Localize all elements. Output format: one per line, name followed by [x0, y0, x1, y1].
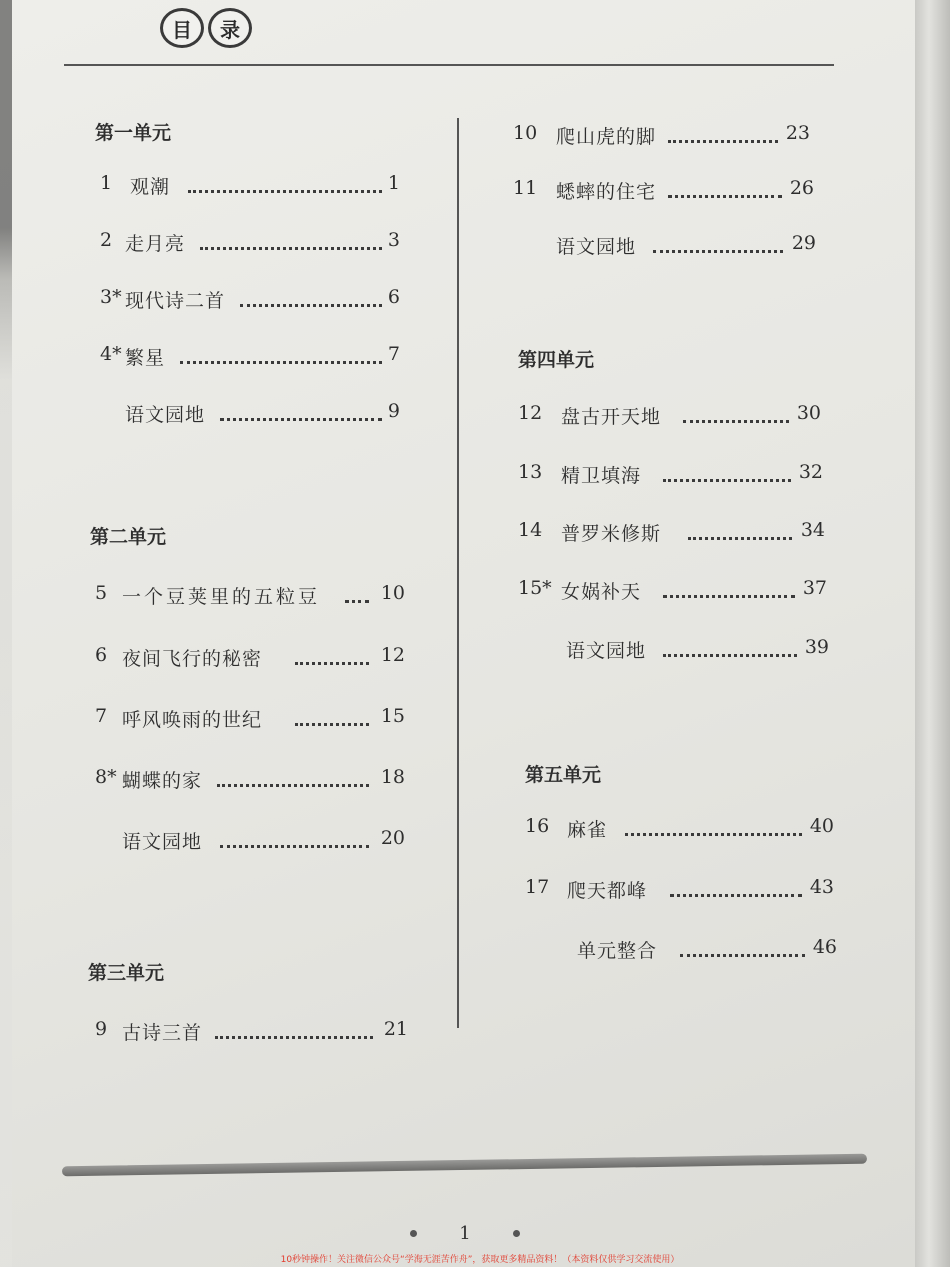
entry-page: 34 [800, 519, 825, 541]
logo-char-2: 录 [208, 8, 252, 48]
entry-title: 语文园地 [566, 640, 647, 662]
dot-leader [680, 942, 805, 957]
entry-page: 26 [789, 177, 814, 199]
entry-number: 13 [518, 461, 543, 483]
entry-number: 17 [525, 876, 550, 898]
entry-title: 麻雀 [567, 819, 608, 841]
toc-entry[interactable] [95, 644, 405, 670]
entry-page: 30 [796, 402, 821, 424]
entry-page: 43 [809, 876, 834, 898]
toc-entry[interactable] [518, 577, 827, 603]
dot-leader [668, 128, 778, 143]
entry-title: 一个豆荚里的五粒豆 [122, 586, 321, 608]
entry-title: 盘古开天地 [561, 406, 662, 428]
toc-entry[interactable] [95, 705, 405, 731]
entry-page: 6 [387, 286, 400, 308]
dot-leader [345, 588, 369, 603]
entry-page: 18 [380, 766, 405, 788]
entry-page: 46 [812, 936, 837, 958]
entry-number: 8* [95, 766, 117, 788]
entry-page: 23 [785, 122, 810, 144]
entry-page: 1 [387, 172, 400, 194]
entry-page: 12 [380, 644, 405, 666]
entry-title: 单元整合 [577, 940, 658, 962]
entry-page: 9 [387, 400, 400, 422]
unit-heading-2: 第二单元 [90, 526, 167, 548]
toc-entry[interactable] [100, 286, 400, 312]
dot-leader [295, 711, 369, 726]
dot-leader [188, 178, 382, 193]
column-divider [457, 118, 459, 1028]
entry-number: 12 [518, 402, 543, 424]
unit-heading-5: 第五单元 [525, 764, 602, 786]
entry-title: 爬天都峰 [567, 880, 648, 902]
entry-number: 1 [100, 172, 113, 194]
entry-number: 6 [95, 644, 108, 666]
entry-title: 夜间飞行的秘密 [122, 648, 263, 670]
toc-entry[interactable] [100, 400, 400, 426]
page-number: 1 [459, 1222, 471, 1244]
toc-entry[interactable] [518, 402, 821, 428]
logo-char-1: 目 [160, 8, 204, 48]
dot-leader [215, 1024, 373, 1039]
toc-entry[interactable] [95, 1018, 408, 1044]
unit-heading-3: 第三单元 [88, 962, 165, 984]
entry-page: 20 [380, 827, 405, 849]
entry-title: 观潮 [130, 176, 171, 198]
toc-entry[interactable] [100, 229, 400, 255]
entry-page: 39 [804, 636, 829, 658]
entry-title: 蝴蝶的家 [122, 770, 203, 792]
entry-title: 现代诗二首 [125, 290, 226, 312]
entry-title: 精卫填海 [561, 465, 642, 487]
header-rule [64, 64, 834, 66]
dot-leader [180, 349, 382, 364]
entry-title: 走月亮 [125, 233, 186, 255]
entry-title: 普罗米修斯 [561, 523, 662, 545]
entry-number: 2 [100, 229, 113, 251]
toc-entry[interactable] [518, 461, 823, 487]
entry-title: 古诗三首 [122, 1022, 203, 1044]
entry-page: 10 [380, 582, 405, 604]
entry-title: 繁星 [125, 347, 166, 369]
watermark-text: 10秒钟操作！关注微信公众号“学海无涯苦作舟”，获取更多精品资料！（本资料仅供学习交流使用） [280, 1255, 680, 1265]
dot-leader [220, 833, 369, 848]
dot-leader [653, 238, 783, 253]
entry-number: 14 [518, 519, 543, 541]
entry-page: 29 [791, 232, 816, 254]
entry-title: 语文园地 [556, 236, 637, 258]
dot-leader [295, 650, 369, 665]
entry-number: 9 [95, 1018, 108, 1040]
page-edge-right [915, 0, 950, 1267]
toc-entry[interactable] [95, 766, 405, 792]
dot-leader [220, 406, 382, 421]
entry-page: 7 [387, 343, 400, 365]
dot-leader [200, 235, 382, 250]
toc-entry[interactable] [95, 582, 405, 608]
dot-leader [663, 642, 797, 657]
dot-leader [663, 583, 795, 598]
toc-entry[interactable] [100, 343, 400, 369]
toc-entry[interactable] [100, 172, 400, 198]
entry-title: 语文园地 [122, 831, 203, 853]
entry-number: 3* [100, 286, 122, 308]
entry-page: 21 [383, 1018, 408, 1040]
toc-entry[interactable] [518, 636, 829, 662]
entry-title: 呼风唤雨的世纪 [122, 709, 263, 731]
entry-page: 15 [380, 705, 405, 727]
entry-title: 蟋蟀的住宅 [556, 181, 657, 203]
entry-number: 15* [518, 577, 552, 599]
dot-leader [668, 183, 782, 198]
bullet-left [410, 1230, 417, 1237]
toc-entry[interactable] [525, 815, 834, 841]
bullet-right [513, 1230, 520, 1237]
dot-leader [663, 467, 791, 482]
entry-title: 语文园地 [125, 404, 206, 426]
toc-entry[interactable] [518, 519, 825, 545]
dot-leader [217, 772, 369, 787]
toc-entry[interactable] [513, 122, 810, 148]
entry-number: 4* [100, 343, 122, 365]
toc-entry[interactable] [513, 177, 814, 203]
entry-number: 7 [95, 705, 108, 727]
entry-page: 40 [809, 815, 834, 837]
entry-number: 5 [95, 582, 108, 604]
toc-entry[interactable] [95, 827, 405, 853]
toc-entry[interactable] [525, 936, 837, 962]
entry-page: 32 [798, 461, 823, 483]
contents-logo [160, 8, 252, 46]
toc-entry[interactable] [525, 876, 834, 902]
dot-leader [683, 408, 789, 423]
page-edge-left [0, 0, 12, 1267]
unit-heading-4: 第四单元 [518, 349, 595, 371]
entry-page: 37 [802, 577, 827, 599]
entry-title: 爬山虎的脚 [556, 126, 657, 148]
entry-number: 10 [513, 122, 538, 144]
entry-number: 16 [525, 815, 550, 837]
dot-leader [625, 821, 802, 836]
dot-leader [688, 525, 792, 540]
entry-page: 3 [387, 229, 400, 251]
toc-entry[interactable] [513, 232, 816, 258]
dot-leader [240, 292, 382, 307]
entry-title: 女娲补天 [561, 581, 642, 603]
dot-leader [670, 882, 802, 897]
unit-heading-1: 第一单元 [95, 122, 172, 144]
entry-number: 11 [513, 177, 538, 199]
page-number-area [410, 1218, 520, 1248]
